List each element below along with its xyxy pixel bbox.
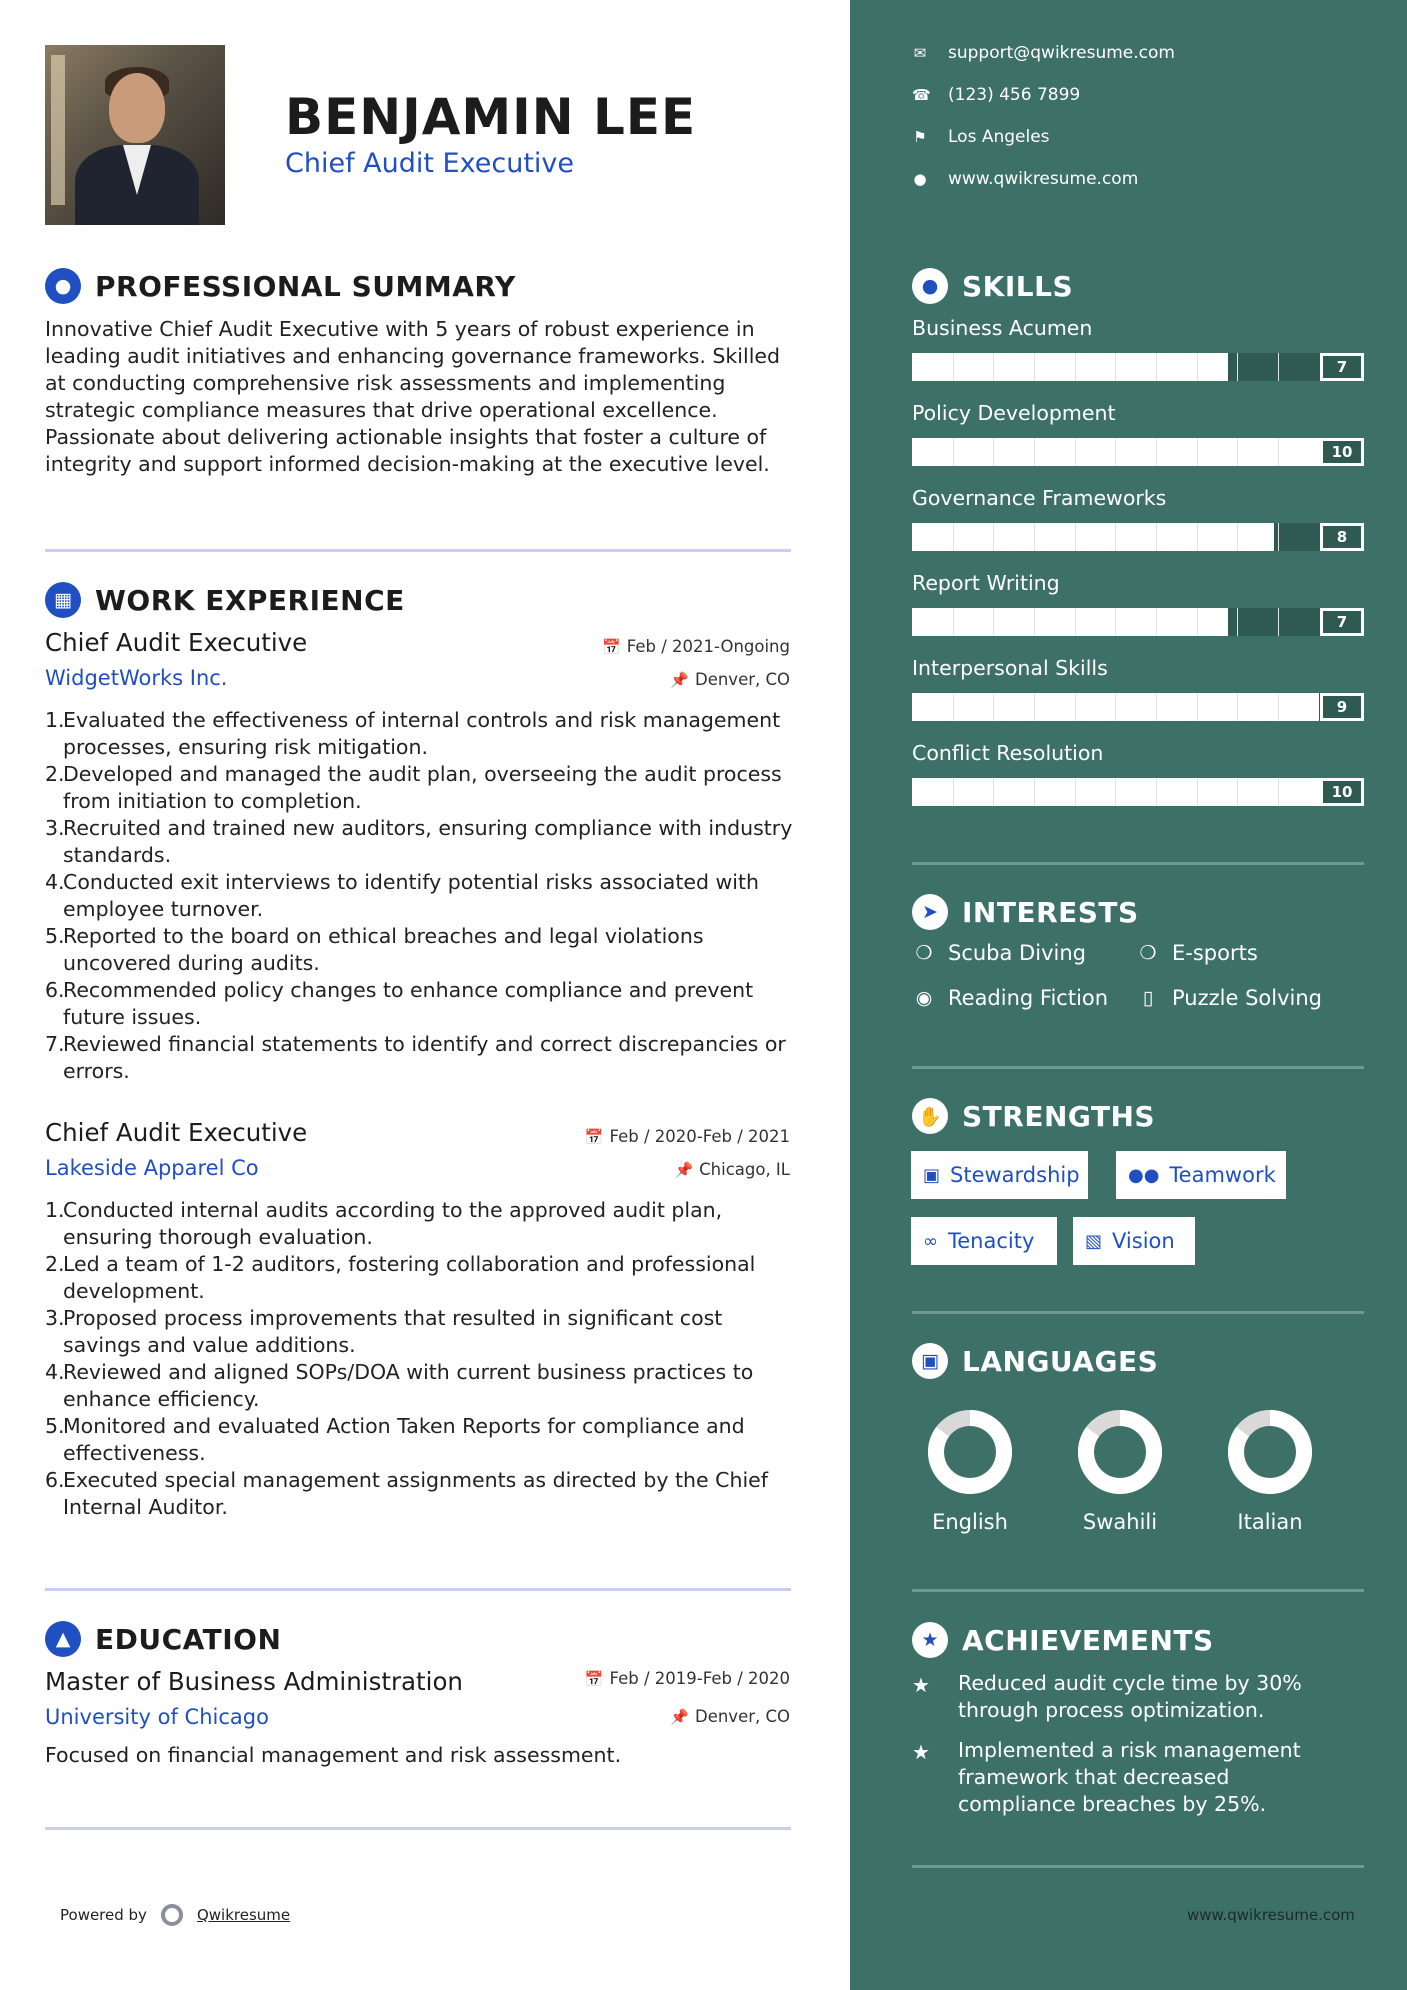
summary-heading: ● PROFESSIONAL SUMMARY [45,268,516,304]
contact-website[interactable]: ● www.qwikresume.com [913,169,1139,189]
skill-score: 10 [1320,438,1364,466]
contact-location: ⚑ Los Angeles [913,127,1050,147]
language-level-ring [1226,1408,1314,1496]
skill-label: Policy Development [912,401,1116,425]
skill-score: 9 [1320,693,1364,721]
graduation-cap-icon: ▲ [45,1621,81,1657]
summary-text: Innovative Chief Audit Executive with 5 years of robust experience in leading audit initiatives and enhancing governance frameworks. Skilled at conducting comprehensive risk assessments and implementing strategic compliance measures that drive operational excellence. Passionate about delivering actionable insights that foster a culture of integrity and support informed decision-making at the executive level. [45,317,781,476]
candidate-name: BENJAMIN LEE [285,88,697,146]
phone-icon: ☎ [912,86,931,104]
company-name: Lakeside Apparel Co [45,1156,259,1180]
lifebuoy-icon: ❍ [1139,942,1157,964]
duty-item: 7. Reviewed financial statements to identify and correct discrepancies or errors. [45,1032,786,1083]
languages-heading: ▣ LANGUAGES [912,1343,1158,1379]
skill-bar-fill [912,778,1364,806]
interests-heading: ➤ INTERESTS [912,894,1139,930]
divider [912,1589,1364,1592]
language-name: Swahili [1082,1510,1158,1534]
duty-item: 1. Conducted internal audits according to the approved audit plan, ensuring thorough evaluation. [45,1198,723,1249]
qwikresume-logo-icon [161,1904,183,1926]
language-level-ring [1076,1408,1164,1496]
language-name: Italian [1237,1510,1303,1534]
fist-icon: ✋ [912,1098,948,1134]
degree-title: Master of Business Administration [45,1667,463,1696]
duty-item: 4. Reviewed and aligned SOPs/DOA with current business practices to enhance efficiency. [45,1360,754,1411]
duty-item: 2. Led a team of 1-2 auditors, fostering collaboration and professional development. [45,1252,756,1303]
school-name: University of Chicago [45,1705,269,1729]
strengths-heading: ✋ STRENGTHS [912,1098,1155,1134]
job-title: Chief Audit Executive [45,628,308,657]
skill-score: 10 [1320,778,1364,806]
divider [912,1311,1364,1314]
strength-tag: ▧ Vision [1073,1217,1195,1265]
strength-tag: ∞ Tenacity [911,1217,1057,1265]
calendar-icon: 📅 [584,1128,604,1146]
skill-bar [912,353,1364,381]
job-duties [45,1197,795,1521]
book-icon: ▯ [1142,987,1154,1009]
language-name: English [932,1510,1008,1534]
candidate-title: Chief Audit Executive [285,148,575,179]
users-icon: ●● [1128,1164,1160,1186]
divider [45,1588,791,1591]
powered-by: Powered by Qwikresume [60,1906,291,1924]
duty-item: 5. Monitored and evaluated Action Taken Reports for compliance and effectiveness. [45,1414,745,1465]
job-location: 📌 Chicago, IL [674,1160,790,1179]
envelope-icon: ✉ [913,44,927,62]
education-dates: 📅 Feb / 2019-Feb / 2020 [584,1669,790,1688]
duty-item: 6. Recommended policy changes to enhance compliance and prevent future issues. [45,978,754,1029]
chair-icon: ▦ [45,582,81,618]
skill-bar-fill [912,523,1274,551]
job-duties [45,707,795,1085]
language-item [1200,1408,1340,1534]
pin-icon: 📌 [670,1708,689,1726]
education-heading: ▲ EDUCATION [45,1621,281,1657]
lifebuoy-icon: ❍ [915,942,933,964]
skill-label: Report Writing [912,571,1060,595]
duty-item: 6. Executed special management assignments as directed by the Chief Internal Auditor. [45,1468,768,1519]
language-level-ring [926,1408,1014,1496]
job-dates: 📅 Feb / 2020-Feb / 2021 [584,1127,790,1146]
interest-item: ❍ E-sports [1136,941,1258,965]
skill-bar [912,778,1364,806]
divider [912,1066,1364,1069]
achievement-item: ★ Implemented a risk management framework that decreased compliance breaches by 25%. [912,1738,1301,1816]
job-dates: 📅 Feb / 2021-Ongoing [602,637,790,656]
skill-label: Governance Frameworks [912,486,1167,510]
company-name: WidgetWorks Inc. [45,666,228,690]
binoculars-icon: ▧ [1085,1230,1103,1252]
strength-tag: ●● Teamwork [1116,1151,1286,1199]
pin-icon: 📌 [670,671,689,689]
skill-label: Conflict Resolution [912,741,1104,765]
star-icon: ★ [912,1740,930,1764]
skill-bar [912,438,1364,466]
skill-score: 7 [1320,353,1364,381]
skill-label: Interpersonal Skills [912,656,1108,680]
skill-bar-fill [912,693,1319,721]
profile-photo [45,45,225,225]
user-icon: ● [45,268,81,304]
duty-item: 3. Proposed process improvements that resulted in significant cost savings and value additions. [45,1306,723,1357]
divider [45,1827,791,1830]
skill-score: 8 [1320,523,1364,551]
language-item [1050,1408,1190,1534]
star-icon: ★ [912,1673,930,1697]
gamepad-icon: ◉ [915,987,933,1009]
footer-website[interactable]: www.qwikresume.com [1187,1906,1355,1924]
job-title: Chief Audit Executive [45,1118,308,1147]
star-badge-icon: ★ [912,1622,948,1658]
duty-item: 3. Recruited and trained new auditors, ensuring compliance with industry standards. [45,816,793,867]
education-location: 📌 Denver, CO [670,1707,790,1726]
skill-label: Business Acumen [912,316,1093,340]
pin-icon: 📌 [674,1161,694,1179]
skill-bar [912,608,1364,636]
education-description: Focused on financial management and risk assessment. [45,1743,622,1767]
duty-item: 2. Developed and managed the audit plan, overseeing the audit process from initiation to completion. [45,762,782,813]
skill-bar [912,523,1364,551]
duty-item: 4. Conducted exit interviews to identify potential risks associated with employee turnover. [45,870,759,921]
achievements-heading: ★ ACHIEVEMENTS [912,1622,1214,1658]
job-location: 📌 Denver, CO [670,670,790,689]
skill-bar-fill [912,608,1228,636]
contact-phone[interactable]: ☎ (123) 456 7899 [912,85,1081,105]
briefcase-icon: ▣ [923,1164,941,1186]
lightbulb-icon: ● [912,268,948,304]
skill-score: 7 [1320,608,1364,636]
globe-icon: ● [913,170,927,188]
interest-item: ❍ Scuba Diving [912,941,1086,965]
calendar-icon: 📅 [602,638,621,656]
link-icon: ∞ [923,1230,938,1252]
divider [912,1865,1364,1868]
skills-heading: ● SKILLS [912,268,1073,304]
language-item [900,1408,1040,1534]
interest-item: ◉ Reading Fiction [912,986,1108,1010]
interest-item: ▯ Puzzle Solving [1136,986,1322,1010]
calendar-icon: 📅 [584,1670,604,1688]
divider [912,862,1364,865]
achievement-item: ★ Reduced audit cycle time by 30% through process optimization. [912,1671,1302,1722]
duty-item: 1. Evaluated the effectiveness of internal controls and risk management processes, ensuring risk mitigation. [45,708,781,759]
translate-icon: ▣ [912,1343,948,1379]
divider [45,549,791,552]
paper-plane-icon: ➤ [912,894,948,930]
contact-email[interactable]: ✉ support@qwikresume.com [913,43,1175,63]
skill-bar [912,693,1364,721]
duty-item: 5. Reported to the board on ethical breaches and legal violations uncovered during audits. [45,924,704,975]
strength-tag: ▣ Stewardship [911,1151,1088,1199]
skill-bar-fill [912,438,1364,466]
experience-heading: ▦ WORK EXPERIENCE [45,582,405,618]
skill-bar-fill [912,353,1228,381]
map-pin-icon: ⚑ [913,128,927,146]
qwikresume-link[interactable]: Qwikresume [196,1906,291,1924]
